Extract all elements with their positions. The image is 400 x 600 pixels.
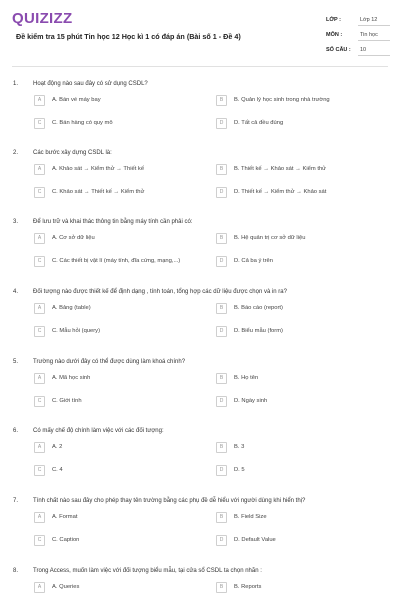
option-b[interactable]: [216, 95, 366, 107]
option-a[interactable]: [34, 582, 184, 594]
option-a[interactable]: [34, 95, 184, 107]
question-text: Hoạt động nào sau đây có sử dụng CSDL?: [33, 81, 148, 87]
option-letter-box: D: [216, 396, 227, 407]
meta-question-count-value: 10: [360, 47, 367, 53]
question-number: 2.: [13, 150, 19, 156]
question-text: Tính chất nào sau đây cho phép thay tên trường bằng các phụ đề dễ hiểu với người dùng khi hiển thị?: [33, 498, 306, 504]
meta-class: [326, 14, 390, 26]
option-text: C. Khảo sát → Thiết kế → Kiểm thử: [52, 189, 145, 195]
option-text: B. Quản lý học sinh trong nhà trường: [234, 97, 330, 103]
option-letter-box: C: [34, 535, 45, 546]
option-text: A. Mã học sinh: [52, 375, 91, 381]
option-text: B. Field Size: [234, 514, 267, 520]
option-letter-box: B: [216, 233, 227, 244]
option-a[interactable]: [34, 233, 184, 245]
option-letter-box: B: [216, 373, 227, 384]
option-letter-box: C: [34, 118, 45, 129]
option-letter-box: B: [216, 512, 227, 523]
question-number: 1.: [13, 81, 19, 87]
question-number: 4.: [13, 289, 19, 295]
option-text: A. Bảng (table): [52, 305, 91, 311]
option-a[interactable]: [34, 164, 184, 176]
worksheet-title: Đề kiểm tra 15 phút Tin học 12 Học kì 1 có đáp án (Bài số 1 - Đề 4): [16, 32, 241, 41]
option-text: C. 4: [52, 467, 63, 473]
option-letter-box: A: [34, 95, 45, 106]
option-letter-box: B: [216, 95, 227, 106]
option-b[interactable]: [216, 303, 366, 315]
option-d[interactable]: [216, 465, 366, 477]
option-d[interactable]: [216, 326, 366, 338]
meta-question-count-underline: [358, 55, 390, 56]
option-text: D. Ngày sinh: [234, 398, 268, 404]
question-text: Trong Access, muốn làm việc với đối tượng biểu mẫu, tại cửa sổ CSDL ta chọn nhãn :: [33, 568, 262, 574]
option-letter-box: A: [34, 582, 45, 593]
option-letter-box: D: [216, 326, 227, 337]
question-4: [0, 289, 400, 349]
meta-class-underline: [358, 25, 390, 26]
meta-class-label: LỚP :: [326, 17, 341, 23]
meta-subject-underline: [358, 40, 390, 41]
option-text: D. Cả ba ý trên: [234, 258, 273, 264]
option-letter-box: C: [34, 396, 45, 407]
option-a[interactable]: [34, 373, 184, 385]
option-b[interactable]: [216, 512, 366, 524]
option-text: B. Hệ quản trị cơ sở dữ liệu: [234, 235, 306, 241]
option-text: C. Bán hàng có quy mô: [52, 120, 113, 126]
option-d[interactable]: [216, 535, 366, 547]
question-text: Trường nào dưới đây có thể được dùng làm khoá chính?: [33, 359, 186, 365]
question-number: 7.: [13, 498, 19, 504]
question-number: 5.: [13, 359, 19, 365]
option-b[interactable]: [216, 373, 366, 385]
question-8: [0, 568, 400, 600]
option-letter-box: A: [34, 164, 45, 175]
option-letter-box: B: [216, 303, 227, 314]
option-text: A. Format: [52, 514, 78, 520]
option-d[interactable]: [216, 118, 366, 130]
option-text: B. Họ tên: [234, 375, 259, 381]
meta-subject-value: Tin học: [360, 32, 378, 38]
option-b[interactable]: [216, 233, 366, 245]
meta-class-value: Lớp 12: [360, 17, 378, 23]
option-c[interactable]: [34, 465, 184, 477]
option-text: D. 5: [234, 467, 245, 473]
option-letter-box: C: [34, 326, 45, 337]
option-letter-box: A: [34, 233, 45, 244]
option-text: D. Default Value: [234, 537, 276, 543]
option-letter-box: D: [216, 118, 227, 129]
option-a[interactable]: [34, 512, 184, 524]
question-3: [0, 219, 400, 279]
option-c[interactable]: [34, 118, 184, 130]
option-c[interactable]: [34, 256, 184, 268]
option-b[interactable]: [216, 164, 366, 176]
option-text: B. Báo cáo (report): [234, 305, 283, 311]
meta-question-count-label: SỐ CÂU :: [326, 47, 351, 53]
question-7: [0, 498, 400, 558]
option-text: A. Queries: [52, 584, 80, 590]
option-letter-box: B: [216, 442, 227, 453]
question-1: [0, 81, 400, 141]
option-letter-box: A: [34, 373, 45, 384]
option-text: A. 2: [52, 444, 63, 450]
option-b[interactable]: [216, 442, 366, 454]
option-text: C. Các thiết bị vật lí (máy tính, đĩa cứng, mạng,...): [52, 258, 181, 264]
question-text: Có mấy chế độ chính làm việc với các đối tượng:: [33, 428, 164, 434]
option-text: A. Bán vé máy bay: [52, 97, 101, 103]
question-number: 6.: [13, 428, 19, 434]
option-letter-box: B: [216, 582, 227, 593]
question-6: [0, 428, 400, 488]
option-text: A. Khảo sát → Kiểm thử → Thiết kế: [52, 166, 145, 172]
question-2: [0, 150, 400, 210]
option-letter-box: D: [216, 256, 227, 267]
question-text: Để lưu trữ và khai thác thông tin bằng máy tính cần phải có:: [33, 219, 193, 225]
quizizz-logo: QUIZIZZ: [12, 10, 73, 27]
option-letter-box: A: [34, 303, 45, 314]
option-letter-box: A: [34, 442, 45, 453]
meta-question-count: [326, 44, 390, 56]
option-b[interactable]: [216, 582, 366, 594]
option-d[interactable]: [216, 396, 366, 408]
option-text: D. Tất cả đều đúng: [234, 120, 284, 126]
question-number: 3.: [13, 219, 19, 225]
question-5: [0, 359, 400, 419]
option-text: B. Thiết kế → Khảo sát → Kiểm thử: [234, 166, 327, 172]
option-letter-box: D: [216, 187, 227, 198]
option-a[interactable]: [34, 442, 184, 454]
option-text: A. Cơ sở dữ liệu: [52, 235, 95, 241]
worksheet-header: [0, 0, 400, 62]
header-divider: [12, 66, 388, 67]
option-c[interactable]: [34, 396, 184, 408]
option-letter-box: D: [216, 465, 227, 476]
option-c[interactable]: [34, 535, 184, 547]
question-number: 8.: [13, 568, 19, 574]
option-letter-box: B: [216, 164, 227, 175]
option-text: B. 3: [234, 444, 245, 450]
option-text: C. Caption: [52, 537, 80, 543]
option-d[interactable]: [216, 187, 366, 199]
meta-subject-label: MÔN :: [326, 32, 343, 38]
option-a[interactable]: [34, 303, 184, 315]
option-d[interactable]: [216, 256, 366, 268]
option-letter-box: C: [34, 256, 45, 267]
option-text: D. Thiết kế → Kiểm thử → Khảo sát: [234, 189, 327, 195]
option-letter-box: C: [34, 465, 45, 476]
question-text: Đối tượng nào được thiết kế để định dạng , tính toán, tổng hợp các dữ liệu được chọn và in ra?: [33, 289, 287, 295]
option-text: B. Reports: [234, 584, 262, 590]
meta-subject: [326, 29, 390, 41]
option-text: C. Mẫu hỏi (query): [52, 328, 101, 334]
option-c[interactable]: [34, 187, 184, 199]
option-c[interactable]: [34, 326, 184, 338]
question-text: Các bước xây dựng CSDL là:: [33, 150, 112, 156]
option-letter-box: D: [216, 535, 227, 546]
option-letter-box: A: [34, 512, 45, 523]
option-text: C. Giới tính: [52, 398, 82, 404]
option-letter-box: C: [34, 187, 45, 198]
option-text: D. Biểu mẫu (form): [234, 328, 283, 334]
